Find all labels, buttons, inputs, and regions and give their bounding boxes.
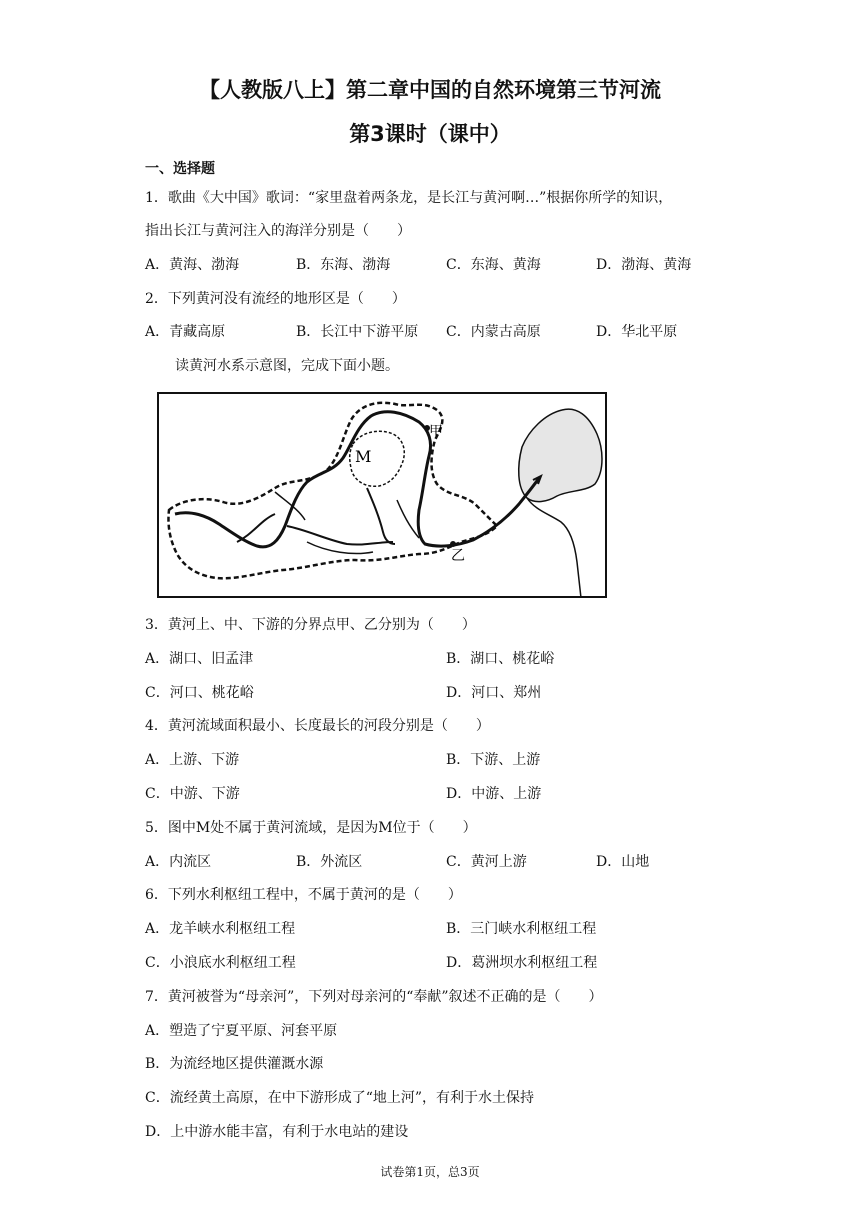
map-label-yi: 乙 (451, 548, 465, 564)
question-2-option-b[interactable]: B．长江中下游平原 (296, 324, 419, 340)
question-6-text: 6．下列水利枢纽工程中，不属于黄河的是（ ） (145, 887, 462, 903)
question-6-option-c[interactable]: C．小浪底水利枢纽工程 (145, 955, 296, 971)
question-5-text: 5．图中M处不属于黄河流域，是因为M位于（ ） (145, 820, 477, 836)
page-footer: 试卷第1页，总3页 (380, 1165, 480, 1179)
question-6-option-a[interactable]: A．龙羊峡水利枢纽工程 (145, 921, 296, 937)
question-1-option-b[interactable]: B．东海、渤海 (296, 257, 391, 273)
question-2-option-d[interactable]: D．华北平原 (596, 324, 678, 340)
document-title: 【人教版八上】第二章中国的自然环境第三节河流 (199, 78, 661, 102)
question-5-option-d[interactable]: D．山地 (596, 854, 650, 870)
question-6-option-b[interactable]: B．三门峡水利枢纽工程 (446, 921, 597, 937)
question-1-text-line-1: 1．歌曲《大中国》歌词：“家里盘着两条龙，是长江与黄河啊…”根据你所学的知识， (145, 190, 673, 206)
question-2-text: 2．下列黄河没有流经的地形区是（ ） (145, 291, 406, 307)
map-label-m: M (355, 447, 372, 466)
question-2-option-a[interactable]: A．青藏高原 (145, 324, 226, 340)
question-7-option-b[interactable]: B．为流经地区提供灌溉水源 (145, 1056, 324, 1072)
question-3-option-a[interactable]: A．湖口、旧孟津 (145, 651, 254, 667)
question-4-option-c[interactable]: C．中游、下游 (145, 786, 240, 802)
question-7-text: 7．黄河被誉为“母亲河”，下列对母亲河的“奉献”叙述不正确的是（ ） (145, 989, 603, 1005)
section-heading: 一、选择题 (145, 161, 215, 177)
map-label-jia: 甲 (429, 424, 443, 440)
document-subtitle: 第3课时（课中） (349, 122, 511, 146)
question-6-option-d[interactable]: D．葛洲坝水利枢纽工程 (446, 955, 598, 971)
question-7-option-c[interactable]: C．流经黄土高原，在中下游形成了“地上河”，有利于水土保持 (145, 1090, 535, 1106)
question-5-option-c[interactable]: C．黄河上游 (446, 854, 527, 870)
yellow-river-system-map (157, 392, 607, 598)
question-1-option-c[interactable]: C．东海、黄海 (446, 257, 541, 273)
question-7-option-a[interactable]: A．塑造了宁夏平原、河套平原 (145, 1023, 338, 1039)
question-3-option-b[interactable]: B．湖口、桃花峪 (446, 651, 555, 667)
question-1-text-line-2: 指出长江与黄河注入的海洋分别是（ ） (145, 223, 411, 239)
question-7-option-d[interactable]: D．上中游水能丰富，有利于水电站的建设 (145, 1124, 409, 1140)
question-5-option-b[interactable]: B．外流区 (296, 854, 363, 870)
question-3-text: 3．黄河上、中、下游的分界点甲、乙分别为（ ） (145, 617, 476, 633)
question-1-option-d[interactable]: D．渤海、黄海 (596, 257, 692, 273)
question-4-option-d[interactable]: D．中游、上游 (446, 786, 542, 802)
question-1-option-a[interactable]: A．黄海、渤海 (145, 257, 240, 273)
question-2-option-c[interactable]: C．内蒙古高原 (446, 324, 541, 340)
question-5-option-a[interactable]: A．内流区 (145, 854, 212, 870)
question-3-option-d[interactable]: D．河口、郑州 (446, 685, 542, 701)
question-4-option-b[interactable]: B．下游、上游 (446, 752, 541, 768)
question-4-option-a[interactable]: A．上游、下游 (145, 752, 240, 768)
map-intro-text: 读黄河水系示意图，完成下面小题。 (175, 358, 399, 374)
question-4-text: 4．黄河流域面积最小、长度最长的河段分别是（ ） (145, 718, 490, 734)
question-3-option-c[interactable]: C．河口、桃花峪 (145, 685, 254, 701)
